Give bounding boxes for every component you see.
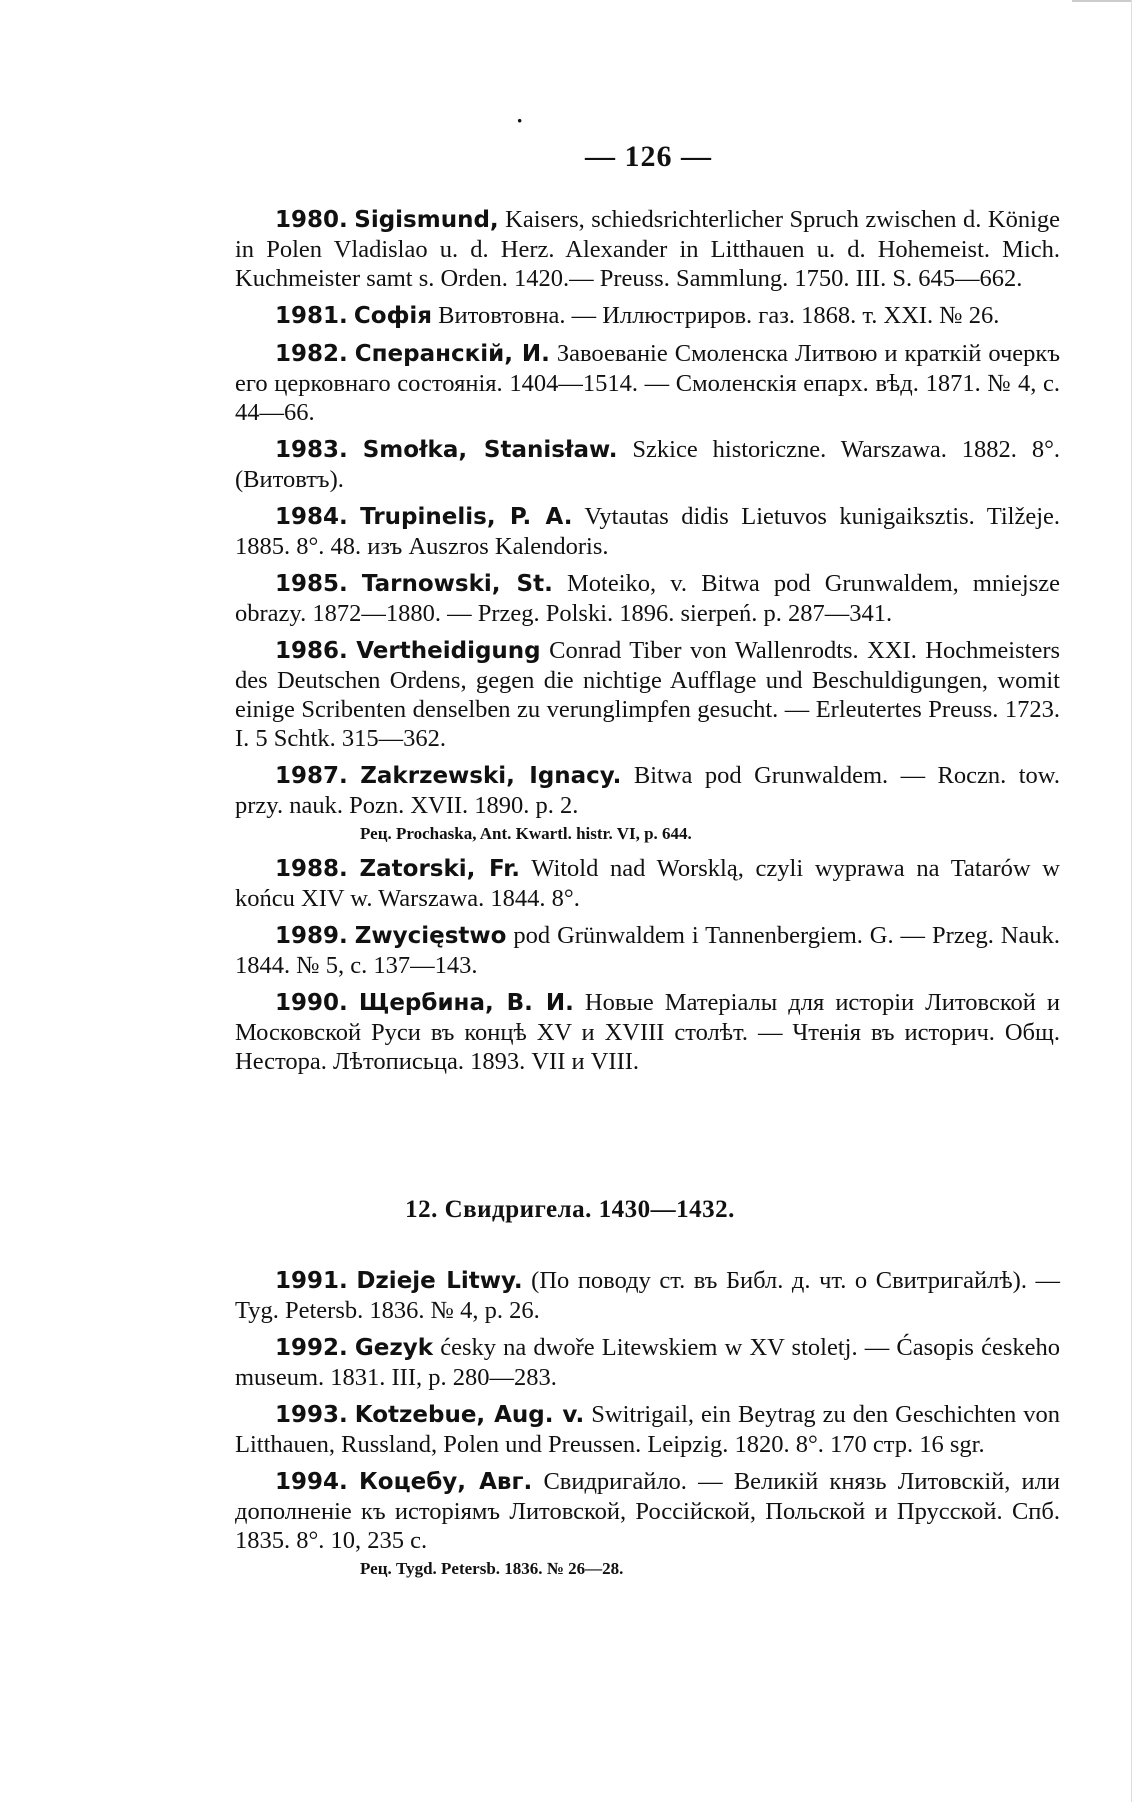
bibliography-entry <box>235 988 1060 1076</box>
bibliography-entry <box>235 761 1060 820</box>
entry-author: Zakrzewski, Ignacy. <box>360 763 622 789</box>
entry-text: Завоеваніе Смоленска Литвою и краткій очеркъ его церковнаго состоянія. 1404—1514. — Смоленскія епарх. вѣд. 1871. № 4, с. 44—66. <box>235 340 1061 426</box>
entry-text: Moteiko, v. Bitwa pod Grunwaldem, mniejsze obrazy. 1872—1880. — Przeg. Polski. 1896. sierpeń. p. 287—341. <box>235 570 1060 627</box>
entry-spacer <box>235 494 1060 502</box>
entry-author: Софія <box>353 303 433 329</box>
entry-spacer <box>235 331 1060 339</box>
entry-text: pod Grünwaldem i Tannenbergiem. G. — Przeg. Nauk. 1844. № 5, c. 137—143. <box>235 922 1060 979</box>
entry-spacer <box>235 628 1060 636</box>
entry-number: 1986. <box>275 638 348 664</box>
entry-spacer <box>235 1581 1060 1589</box>
entry-author: Trupinelis, P. A. <box>360 504 573 530</box>
entry-spacer <box>235 913 1060 921</box>
entry-author: Vertheidigung <box>356 638 541 664</box>
entry-review: Рец. Tygd. Petersb. 1836. № 26—28. <box>360 1559 624 1578</box>
bibliography-entry <box>235 921 1060 980</box>
stray-mark: · <box>516 108 524 133</box>
entry-spacer <box>235 427 1060 435</box>
entry-number: 1994. <box>275 1469 348 1495</box>
entry-review: Рец. Prochaska, Ant. Kwartl. histr. VI, p. 644. <box>360 824 692 843</box>
entry-number: 1991. <box>275 1268 348 1294</box>
bibliography-entry <box>235 435 1060 494</box>
entries-block-2 <box>235 1266 1060 1589</box>
bibliography-entry <box>235 205 1060 293</box>
entry-spacer <box>235 561 1060 569</box>
entry-number: 1981. <box>275 303 348 329</box>
entry-text: Vytautas didis Lietuvos kunigaiksztis. Tilžeje. 1885. 8°. 48. изъ Auszros Kalendoris. <box>235 503 1061 560</box>
bibliography-entry <box>235 339 1060 427</box>
bibliography-entry <box>235 301 1060 331</box>
entry-author: Sigismund, <box>354 207 499 233</box>
entry-number: 1988. <box>275 856 348 882</box>
bibliography-entry <box>235 502 1060 561</box>
entry-author: Коцебу, Авг. <box>358 1469 533 1495</box>
entry-text: Conrad Tiber von Wallenrodts. XXI. Hochmeisters des Deutschen Ordens, gegen die nichtige Aufflage und Beschuldigungen, womit einige Scribenten denselben zu verunglimpfen gesucht. — Erleutertes Preuss. 1723. I. 5 Schtk. 315—362. <box>235 637 1061 752</box>
bibliography-entry <box>235 1266 1060 1325</box>
entry-spacer <box>235 1325 1060 1333</box>
entry-text: Switrigail, ein Beytrag zu den Geschichten von Litthauen, Russland, Polen und Preussen. Leipzig. 1820. 8°. 170 стр. 16 sgr. <box>235 1401 1061 1458</box>
entry-spacer <box>235 1076 1060 1084</box>
entry-number: 1985. <box>275 571 348 597</box>
entry-text: Свидригайло. — Великій князь Литовскій, или дополненіе къ исторіямъ Литовской, Россійской, Польской и Прусской. Спб. 1835. 8°. 10, 235 с. <box>235 1468 1061 1554</box>
entry-spacer <box>235 980 1060 988</box>
entry-number: 1992. <box>275 1335 348 1361</box>
entry-spacer <box>235 753 1060 761</box>
entry-author: Zatorski, Fr. <box>359 856 521 882</box>
entry-text: (По поводу ст. въ Библ. д. чт. о Свитригайлѣ). — Tyg. Petersb. 1836. № 4, p. 26. <box>235 1267 1061 1324</box>
entry-author: Gezyk <box>354 1335 434 1361</box>
section-heading: 12. Свидригела. 1430—1432. <box>405 1196 735 1223</box>
entry-number: 1993. <box>275 1402 348 1428</box>
bibliography-entry <box>235 636 1060 753</box>
page-number: — 126 — <box>585 140 712 173</box>
scan-edge-mark <box>1072 0 1132 2</box>
entry-spacer <box>235 1459 1060 1467</box>
entry-text: Витовтовна. — Иллюстриров. газ. 1868. т. XXI. № 26. <box>438 302 1000 329</box>
entry-spacer <box>235 293 1060 301</box>
entry-number: 1990. <box>275 990 348 1016</box>
entry-author: Сперанскій, И. <box>354 341 550 367</box>
bibliography-entry <box>235 1467 1060 1555</box>
entry-number: 1987. <box>275 763 348 789</box>
bibliography-entry <box>235 569 1060 628</box>
entry-author: Щербина, В. И. <box>358 990 574 1016</box>
entry-number: 1980. <box>275 207 348 233</box>
entry-text: Szkice historiczne. Warszawa. 1882. 8°. (Витовтъ). <box>235 436 1061 493</box>
entry-number: 1982. <box>275 341 348 367</box>
entry-text: ćesky na dwoře Litewskiem w XV stoletj. — Ćasopis ćeskeho museum. 1831. III, p. 280—283. <box>235 1334 1061 1391</box>
bibliography-entry <box>235 854 1060 913</box>
entry-text: Kaisers, schiedsrichterlicher Spruch zwischen d. Könige in Polen Vladislao u. d. Herz. Alexander in Litthauen u. d. Hohemeist. Mich. Kuchmeister samt s. Orden. 1420.— Preuss. Sammlung. 1750. III. S. 645—662. <box>235 206 1061 292</box>
entry-author: Tarnowski, St. <box>361 571 553 597</box>
entry-author: Zwycięstwo <box>354 923 507 949</box>
entry-author: Kotzebue, Aug. v. <box>354 1402 585 1428</box>
entry-author: Smołka, Stanisław. <box>362 437 618 463</box>
bibliography-entry <box>235 1400 1060 1459</box>
entry-number: 1984. <box>275 504 348 530</box>
entry-author: Dzieje Litwy. <box>356 1268 523 1294</box>
entry-spacer <box>235 1392 1060 1400</box>
entry-text: Bitwa pod Grunwaldem. — Roczn. tow. przy. nauk. Pozn. XVII. 1890. p. 2. <box>235 762 1061 819</box>
scan-edge-line <box>1131 0 1132 1802</box>
entry-text: Новые Матеріалы для исторіи Литовской и Московской Руси въ концѣ XV и XVIII столѣт. — Чтенія въ историч. Общ. Нестора. Лѣтописьца. 1893. VII и VIII. <box>235 989 1061 1075</box>
entry-spacer <box>235 846 1060 854</box>
entry-number: 1989. <box>275 923 348 949</box>
entries-block-1 <box>235 205 1060 1084</box>
entry-text: Witold nad Worsklą, czyli wyprawa na Tatarów w końcu XIV w. Warszawa. 1844. 8°. <box>235 855 1061 912</box>
entry-number: 1983. <box>275 437 348 463</box>
bibliography-entry <box>235 1333 1060 1392</box>
